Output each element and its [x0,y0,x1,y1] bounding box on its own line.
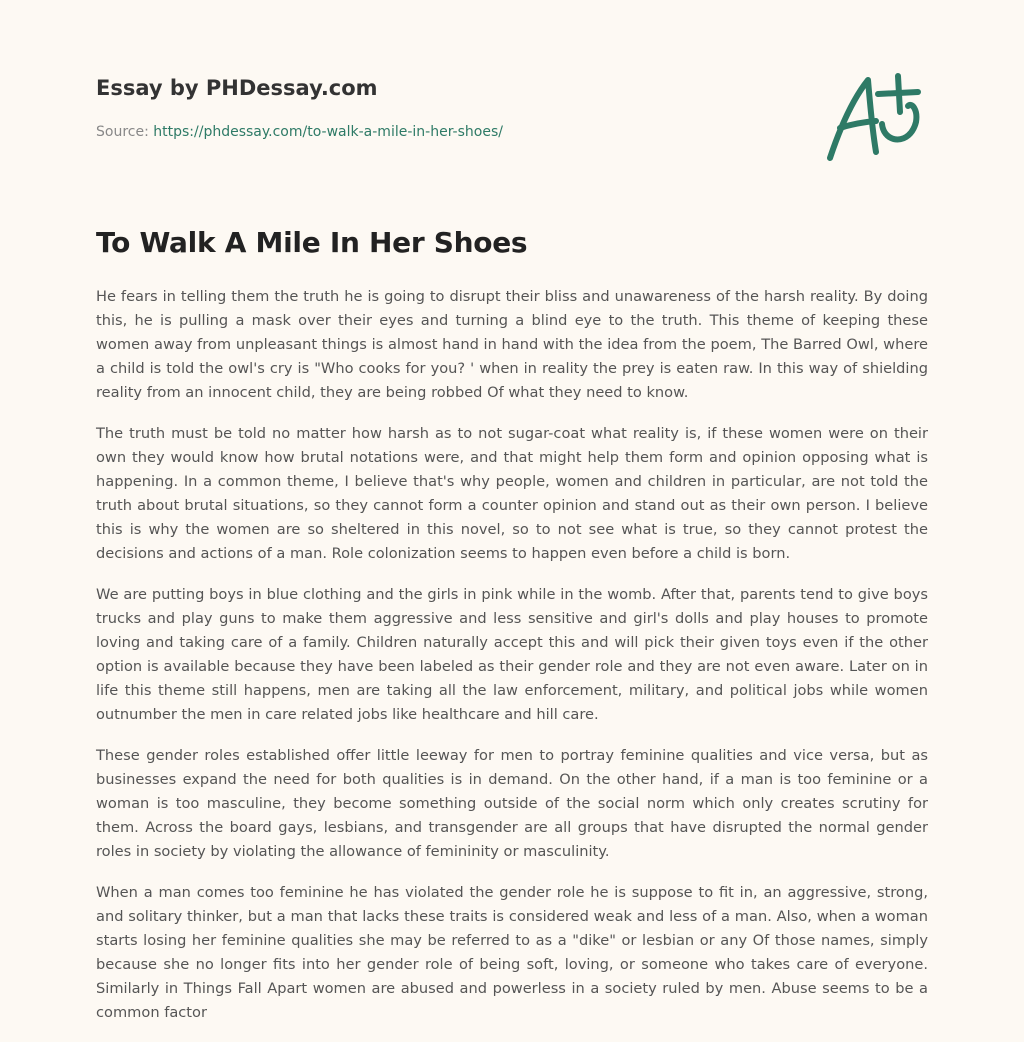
source-label: Source: [96,124,149,140]
essay-paragraph: These gender roles established offer little leeway for men to portray feminine qualities and vice versa, but as businesses expand the need for both qualities is in demand. On the other hand, if a man is too feminine or a woman is too masculine, they become something outside of the social norm which only creates scrutiny for them. Across the board gays, lesbians, and transgender are all groups that have disrupted the normal gender roles in society by violating the allowance of femininity or masculinity. [96,747,928,860]
essay-body [96,285,928,1042]
essay-paragraph: He fears in telling them the truth he is going to disrupt their bliss and unawareness of the harsh reality. By doing this, he is pulling a mask over their eyes and turning a blind eye to the truth. This theme of keeping these women away from unpleasant things is almost hand in hand with the idea from the poem, The Barred Owl, where a child is told the owl's cry is "Who cooks for you? ' when in reality the prey is eaten raw. In this way of shielding reality from an innocent child, they are being robbed Of what they need to know. [96,288,928,401]
essay-paragraph: When a man comes too feminine he has violated the gender role he is suppose to fit in, an aggressive, strong, and solitary thinker, but a man that lacks these traits is considered weak and less of a man. Also, when a woman starts losing her feminine qualities she may be referred to as a "dike" or lesbian or any Of those names, simply because she no longer fits into her gender role of being soft, loving, or someone who takes care of everyone. Similarly in Things Fall Apart women are abused and powerless in a society ruled by men. Abuse seems to be a common factor [96,884,928,1021]
source-link[interactable]: https://phdessay.com/to-walk-a-mile-in-her-shoes/ [153,124,503,140]
source-line [96,124,503,140]
essay-paragraph: We are putting boys in blue clothing and the girls in pink while in the womb. After that, parents tend to give boys trucks and play guns to make them aggressive and less sensitive and girl's dolls and play houses to promote loving and taking care of a family. Children naturally accept this and will pick their given toys even if the other option is available because they have been labeled as their gender role and they are not even aware. Later on in life this theme still happens, men are taking all the law enforcement, military, and political jobs while women outnumber the men in care related jobs like healthcare and hill care. [96,586,928,723]
brand-title: Essay by PHDessay.com [96,76,378,100]
a-plus-grade-icon [818,66,928,166]
essay-paragraph: The truth must be told no matter how harsh as to not sugar-coat what reality is, if these women were on their own they would know how brutal notations were, and that might help them form and opinion opposing what is happening. In a common theme, I believe that's why people, women and children in particular, are not told the truth about brutal situations, so they cannot form a counter opinion and stand out as their own person. I believe this is why the women are so sheltered in this novel, so to not see what is true, so they cannot protest the decisions and actions of a man. Role colonization seems to happen even before a child is born. [96,425,928,562]
essay-title: To Walk A Mile In Her Shoes [96,226,528,259]
